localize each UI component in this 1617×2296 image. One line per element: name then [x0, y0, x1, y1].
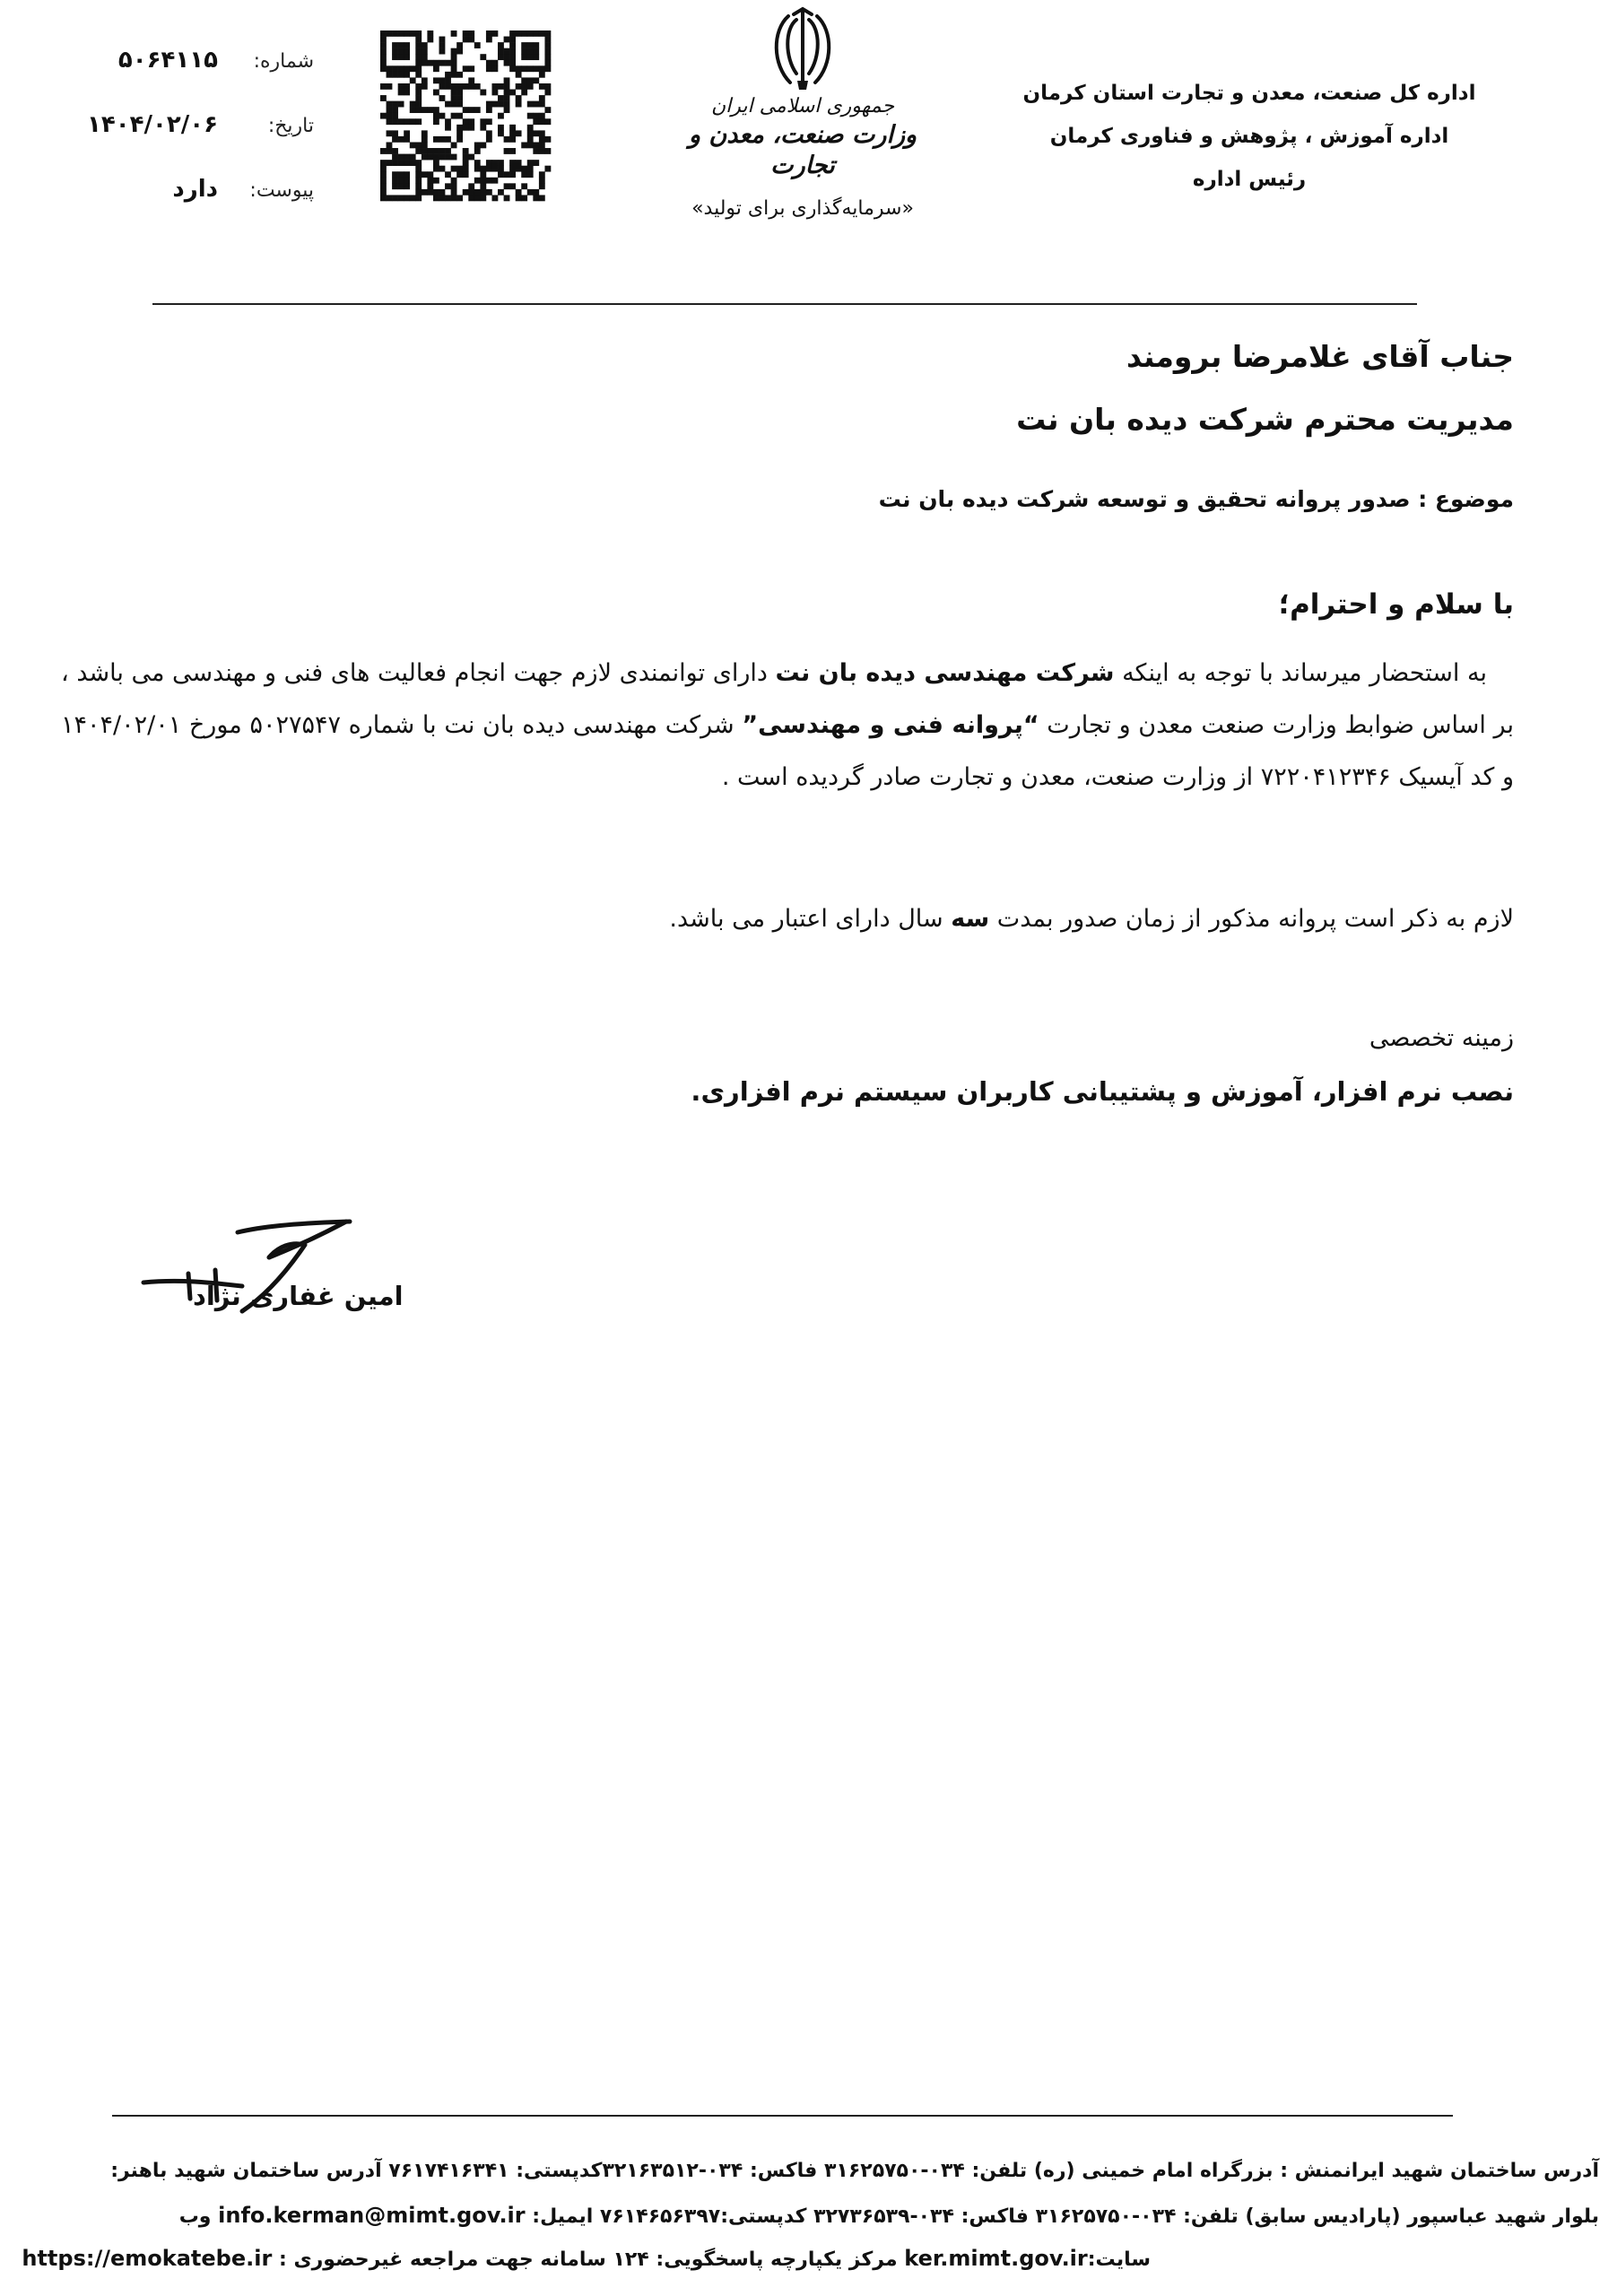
para1-part-e: شرکت مهندسی دیده بان نت با شماره ۵۰۲۷۵۴۷ مورخ ۱۴۰۴/۰۲/۰۱ و کد آیسیک ۷۲۲۰۴۱۲۳۴۶ از وزارت صنعت، معدن و تجارت صادر گردیده است . — [61, 711, 1514, 791]
para2-part-a: لازم به ذکر است پروانه مذکور از زمان صدور بمدت — [996, 905, 1514, 933]
meta-number-row — [54, 47, 314, 111]
footer-emokatebe-link[interactable]: https://emokatebe.ir — [22, 2246, 273, 2271]
validity-years-bold: سه — [951, 905, 990, 933]
footer-divider — [112, 2115, 1453, 2117]
date-label: تاریخ: — [267, 115, 314, 137]
ministry-emblem-block — [655, 7, 951, 249]
meta-date-row — [54, 111, 314, 176]
company-name-bold: شرکت مهندسی دیده بان نت — [775, 659, 1115, 687]
license-name-bold: “پروانه فنی و مهندسی” — [742, 711, 1039, 739]
header-divider — [152, 303, 1417, 305]
footer-email-link[interactable]: info.kerman@mimt.gov.ir — [218, 2203, 526, 2228]
footer-line2-tail: وب — [178, 2205, 212, 2228]
footer-line2-text: بلوار شهید عباسپور (پارادیس سابق) تلفن: ۰۳۴-۳۱۶۲۵۷۵۰ فاکس: ۰۳۴-۳۲۷۳۶۵۳۹ کدپستی:۷۶۱۴۶۵۶۳۹۷ ایمیل: — [532, 2205, 1599, 2228]
para2-part-c: سال دارای اعتبار می باشد. — [669, 905, 943, 933]
signer-name: امین غفاری نژاد — [193, 1281, 404, 1311]
attachment-value: دارد — [172, 176, 218, 203]
footer-site-label: سایت: — [1087, 2248, 1151, 2271]
addressee-name: جناب آقای غلامرضا برومند — [1126, 339, 1514, 374]
office-line-1: اداره کل صنعت، معدن و تجارت استان کرمان — [1022, 82, 1476, 105]
greeting: با سلام و احترام؛ — [1278, 588, 1514, 621]
ministry-republic-text: جمهوری اسلامی ایران — [710, 95, 895, 117]
number-label: شماره: — [253, 50, 314, 73]
para1-part-a: به استحضار میرساند با توجه به اینکه — [1122, 659, 1487, 687]
addressee-title: مدیریت محترم شرکت دیده بان نت — [1016, 402, 1514, 437]
footer-address-line-3 — [22, 2246, 1151, 2271]
field-label: زمینه تخصصی — [1369, 1024, 1514, 1052]
office-block — [998, 72, 1500, 201]
letter-number: ۵۰۶۴۱۱۵ — [117, 47, 218, 74]
para1-part-c: دارای توانمندی لازم جهت انجام فعالیت های فنی و مهندسی می باشد ، بر اساس ضوابط وزارت صنعت معدن و تجارت — [61, 659, 1514, 739]
attachment-label: پیوست: — [249, 179, 314, 202]
qr-code — [380, 30, 551, 201]
iran-emblem-icon — [767, 7, 839, 93]
slogan-text: «سرمایه‌گذاری برای تولید» — [691, 197, 914, 220]
office-line-2: اداره آموزش ، پژوهش و فناوری کرمان — [1049, 125, 1449, 148]
meta-attachment-row — [54, 176, 314, 240]
letter-date: ۱۴۰۴/۰۲/۰۶ — [87, 111, 218, 138]
office-line-3: رئیس اداره — [1192, 168, 1307, 191]
letter-meta — [54, 47, 314, 240]
field-value: نصب نرم افزار، آموزش و پشتیبانی کاربران سیستم نرم افزاری. — [691, 1076, 1514, 1107]
qr-code-icon — [380, 30, 551, 201]
footer-website-link[interactable]: ker.mimt.gov.ir — [904, 2246, 1088, 2271]
letter-subject: موضوع : صدور پروانه تحقیق و توسعه شرکت دیده بان نت — [878, 486, 1514, 512]
validity-paragraph — [61, 893, 1514, 945]
footer-line3-text: مرکز یکپارچه پاسخگویی: ۱۲۴ سامانه جهت مراجعه غیرحضوری : — [278, 2248, 898, 2271]
ministry-name-text: وزارت صنعت، معدن و تجارت — [688, 121, 917, 179]
footer-address-line-1: آدرس ساختمان شهید ایرانمنش : بزرگراه امام خمینی (ره) تلفن: ۰۳۴-۳۱۶۲۵۷۵۰ فاکس: ۰۳۴-۳۲۱۶۳۵۱۲کدپستی: ۷۶۱۷۴۱۶۳۴۱ آدرس ساختمان شهید باهنر: — [110, 2160, 1599, 2182]
body-paragraph — [61, 648, 1514, 804]
footer-address-line-2 — [12, 2203, 1599, 2228]
